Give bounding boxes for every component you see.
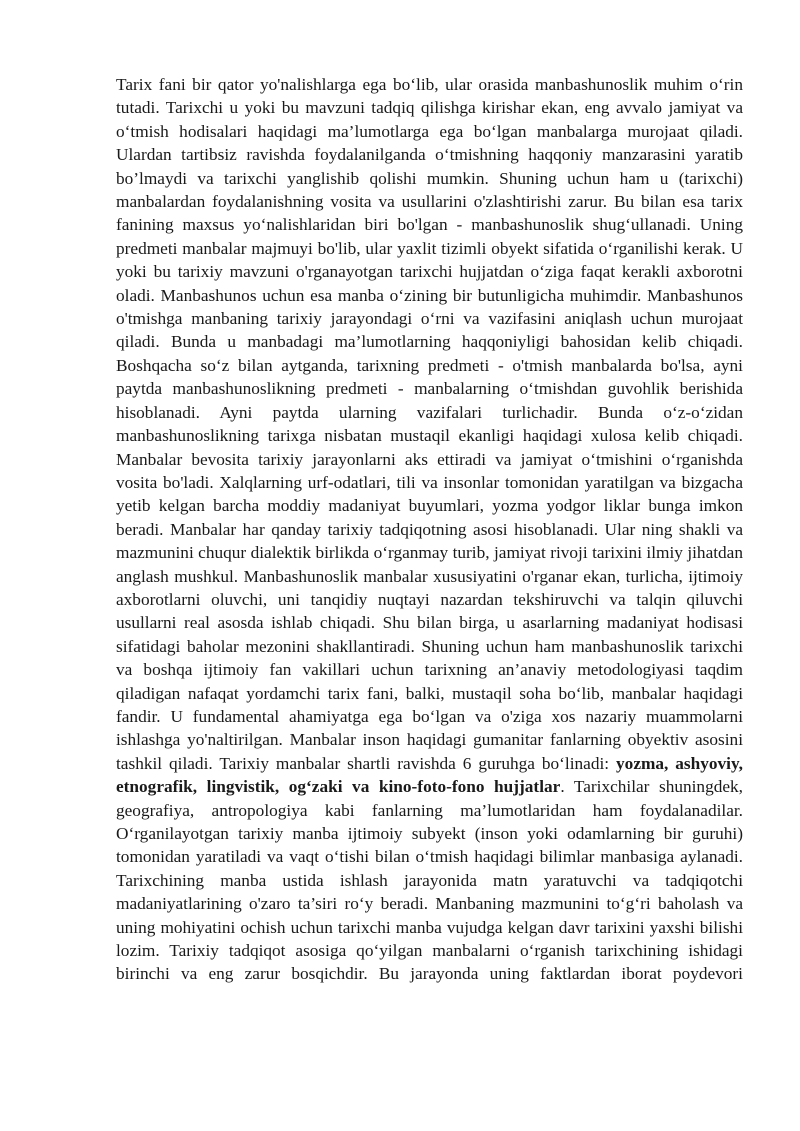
body-paragraph: [116, 73, 743, 986]
paragraph-text-after-bold: . Tarixchilar shuningdek, geografiya, antropologiya kabi fanlarning ma’lumotlaridan ham foydalanadilar. O‘rganilayotgan tarixiy manba ijtimoiy subyekt (inson yoki odamlarning bir guruhi) tomonidan yaratiladi va vaqt o‘tishi bilan o‘tmish haqidagi bilimlar manbasiga aylanadi. Tarixchining manba ustida ishlash jarayonida matn yaratuvchi va tadqiqotchi madaniyatlarining o'zaro ta’siri ro‘y beradi. Manbaning mazmunini to‘g‘ri baholash va uning mohiyatini ochish uchun tarixchi manba vujudga kelgan davr tarixini yaxshi bilishi lozim. Tarixiy tadqiqot asosiga qo‘yilgan manbalarni o‘rganish tarixchining ishidagi birinchi va eng zarur bosqichdir. Bu jarayonda uning faktlardan iborat poydevori: [116, 777, 743, 984]
paragraph-text-before-bold: Tarix fani bir qator yo'nalishlarga ega bo‘lib, ular orasida manbashunoslik muhim o‘rin tutadi. Tarixchi u yoki bu mavzuni tadqiq qilishga kirishar ekan, eng avvalo jamiyat va o‘tmish hodisalari haqidagi ma’lumotlarga ega bo‘lgan manbalarga murojaat qiladi. Ulardan tartibsiz ravishda foydalanilganda o‘tmishning haqqoniy manzarasini yaratib bo’lmaydi va tarixchi yanglishib qolishi mumkin. Shuning uchun ham u (tarixchi) manbalardan foydalanishning vosita va usullarini o'zlashtirishi zarur. Bu bilan esa tarix fanining maxsus yo‘nalishlaridan biri bo'lgan - manbashunoslik shug‘ullanadi. Uning predmeti manbalar majmuyi bo'lib, ular yaxlit tizimli obyekt sifatida o‘rganilishi kerak. U yoki bu tarixiy mavzuni o'rganayotgan tarixchi hujjatdan o‘ziga faqat kerakli axborotni oladi. Manbashunos uchun esa manba o‘zining bir butunligicha muhimdir. Manbashunos o'tmishga manbaning tarixiy jarayondagi o‘rni va vazifasini aniqlash uchun murojaat qiladi. Bunda u manbadagi ma’lumotlarning haqqoniyligi bahosidan kelib chiqadi. Boshqacha so‘z bilan aytganda, tarixning predmeti - o'tmish manbalarda bo'lsa, ayni paytda manbashunoslikning predmeti - manbalarning o‘tmishdan guvohlik berishida hisoblanadi. Ayni paytda ularning vazifalari turlichadir. Bunda o‘z-o‘zidan manbashunoslikning tarixga nisbatan mustaqil ekanligi haqidagi xulosa kelib chiqadi. Manbalar bevosita tarixiy jarayonlarni aks ettiradi va jamiyat o‘tmishini o‘rganishda vosita bo'ladi. Xalqlarning urf-odatlari, tili va insonlar tomonidan yaratilgan va bizgacha yetib kelgan barcha moddiy madaniyat buyumlari, yozma yodgor liklar bunga imkon beradi. Manbalar har qanday tarixiy tadqiqotning asosi hisoblanadi. Ular ning shakli va mazmunini chuqur dialektik birlikda o‘rganmay turib, jamiyat rivoji tarixini ilmiy jihatdan anglash mushkul. Manbashunoslik manbalar xususiyatini o'rganar ekan, turlicha, ijtimoiy axborotlarni oluvchi, uni tanqidiy nuqtayi nazardan tekshiruvchi va talqin qiluvchi usullarni real asosda ishlab chiqadi. Shu bilan birga, u asarlarning madaniyat hodisasi sifatidagi baholar mezonini shakllantiradi. Shuning uchun ham manbashunoslik tarixchi va boshqa ijtimoiy fan vakillari uchun tarixning an’anaviy metodologiyasi taqdim qiladigan nafaqat yordamchi tarix fani, balki, mustaqil soha bo‘lib, manbalar haqidagi fandir. U fundamental ahamiyatga ega bo‘lgan va o'ziga xos nazariy muammolarni ishlashga yo'naltirilgan. Manbalar inson haqidagi gumanitar fanlarning obyektiv asosini tashkil qiladi. Tarixiy manbalar shartli ravishda 6 guruhga bo‘linadi:: [116, 75, 743, 773]
document-page: [116, 73, 743, 986]
bold-source-types: yozma, ashyoviy, etnografik, lingvistik, og‘zaki va kino-foto-fono hujjatlar: [116, 753, 743, 797]
